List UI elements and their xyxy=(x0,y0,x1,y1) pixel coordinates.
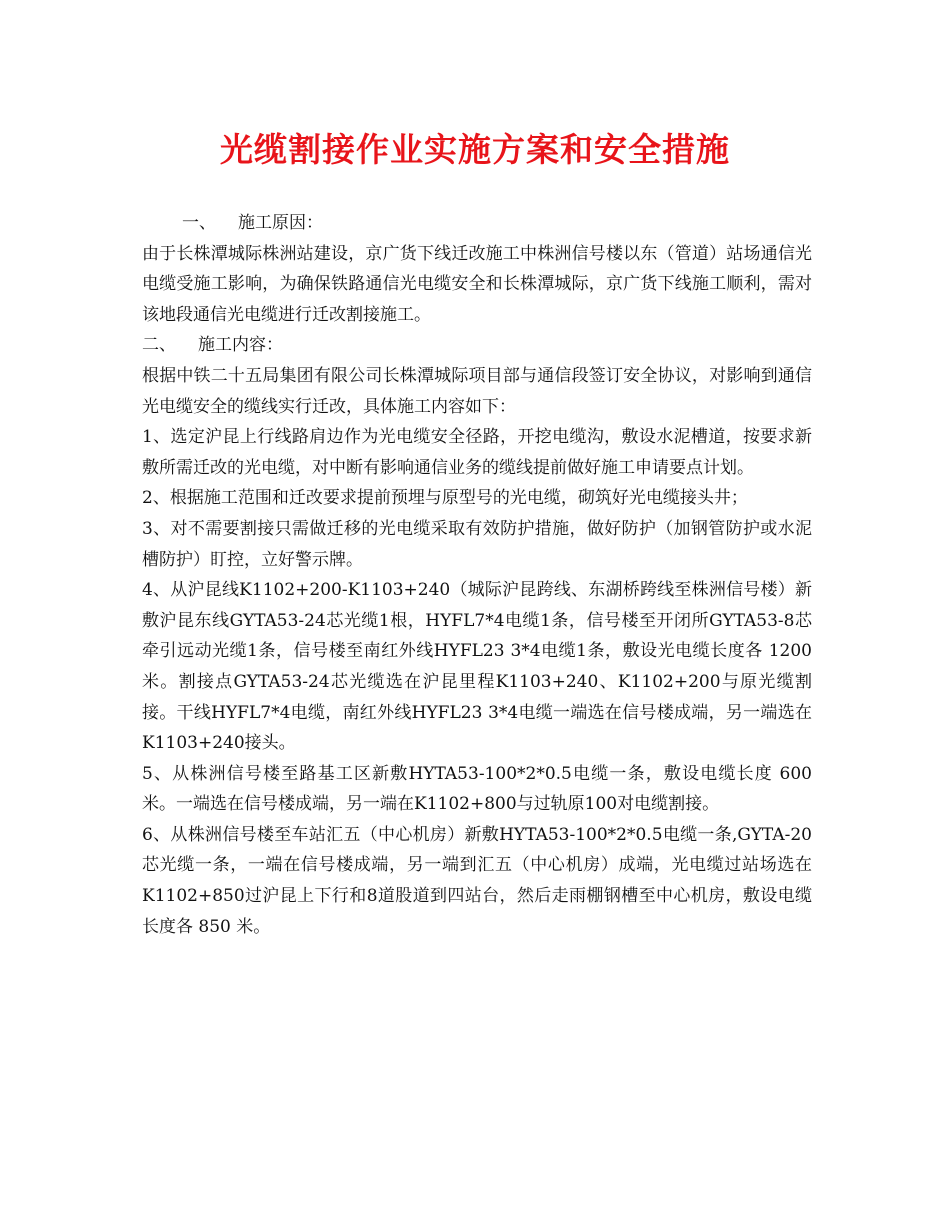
list-item: 5、从株洲信号楼至路基工区新敷HYTA53-100*2*0.5电缆一条，敷设电缆长度 600 米。一端选在信号楼成端，另一端在K1102+800与过轨原100对电缆割接。 xyxy=(142,763,812,815)
section-paragraph-2: 根据中铁二十五局集团有限公司长株潭城际项目部与通信段签订安全协议，对影响到通信光电缆安全的缆线实行迁改，具体施工内容如下： xyxy=(142,365,812,417)
section-paragraph-1: 由于长株潭城际株洲站建设，京广货下线迁改施工中株洲信号楼以东（管道）站场通信光电缆受施工影响，为确保铁路通信光电缆安全和长株潭城际，京广货下线施工顺利，需对该地段通信光电缆进行迁改割接施工。 xyxy=(142,243,812,325)
list-item: 6、从株洲信号楼至车站汇五（中心机房）新敷HYTA53-100*2*0.5电缆一条,GYTA-20芯光缆一条，一端在信号楼成端，另一端到汇五（中心机房）成端，光电缆过站场选在K1102+850过沪昆上下行和8道股道到四站台，然后走雨棚钢槽至中心机房，敷设电缆长度各 850 米。 xyxy=(142,824,812,937)
section-heading-text-1: 施工原因： xyxy=(238,213,323,233)
list-item: 3、对不需要割接只需做迁移的光电缆采取有效防护措施，做好防护（加钢管防护或水泥槽防护）盯控，立好警示牌。 xyxy=(142,518,812,570)
list-item: 1、选定沪昆上行线路肩边作为光电缆安全径路，开挖电缆沟，敷设水泥槽道，按要求新敷所需迁改的光电缆，对中断有影响通信业务的缆线提前做好施工申请要点计划。 xyxy=(142,427,812,478)
list-item: 2、根据施工范围和迁改要求提前预埋与原型号的光电缆，砌筑好光电缆接头井； xyxy=(142,488,748,509)
section-heading-2 xyxy=(142,330,812,361)
section-number-1: 一、 xyxy=(182,213,216,233)
section-heading-text-2: 施工内容： xyxy=(198,335,283,356)
document-body xyxy=(142,208,812,942)
document-title: 光缆割接作业实施方案和安全措施 xyxy=(220,130,730,169)
section-number-2: 二、 xyxy=(142,335,176,356)
section-heading-1 xyxy=(142,208,812,239)
list-item: 4、从沪昆线K1102+200-K1103+240（城际沪昆跨线、东湖桥跨线至株洲信号楼）新敷沪昆东线GYTA53-24芯光缆1根，HYFL7*4电缆1条，信号楼至开闭所GYTA53-8芯牵引远动光缆1条，信号楼至南红外线HYFL23 3*4电缆1条，敷设光电缆长度各 1200 米。割接点GYTA53-24芯光缆选在沪昆里程K1103+240、K1102+200与原光缆割接。干线HYFL7*4电缆，南红外线HYFL23 3*4电缆一端选在信号楼成端，另一端选在K1103+240接头。 xyxy=(142,580,812,754)
